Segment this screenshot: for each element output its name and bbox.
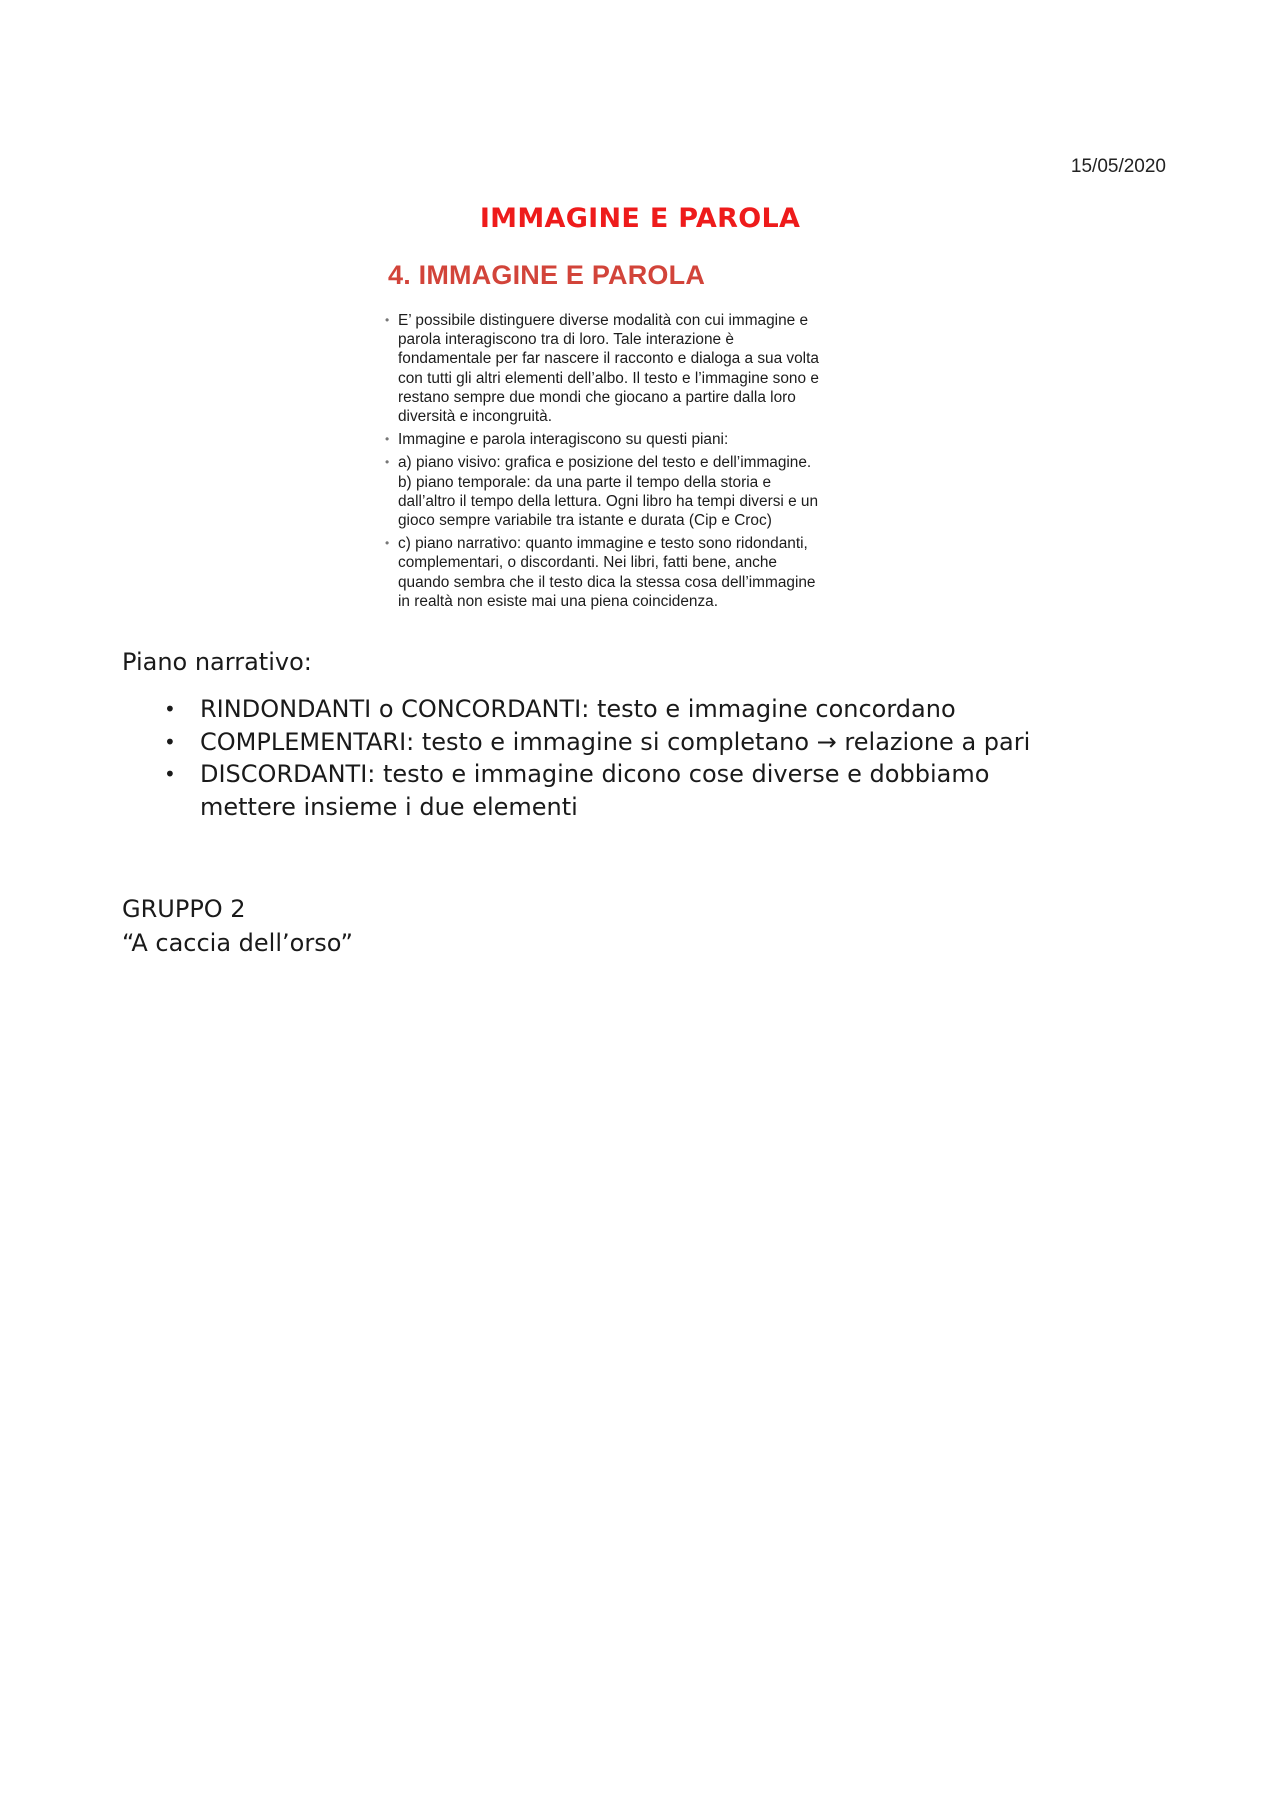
list-item [122,726,1172,759]
group-block [122,892,353,960]
slide-text-line: con tutti gli altri elementi dell’albo. Il testo e l’immagine sono e [398,369,819,387]
group-label: GRUPPO 2 [122,895,246,923]
embedded-slide-image [382,256,902,628]
slide-text-line: complementari, o discordanti. Nei libri, fatti bene, anche [398,554,777,572]
slide-text-line: Immagine e parola interagiscono su questi piani: [398,431,729,449]
list-item-text: DISCORDANTI: testo e immagine dicono cose diverse e dobbiamo [200,760,990,788]
bullet-icon: • [164,762,176,786]
list-item-text: mettere insieme i due elementi [200,792,578,821]
slide-text-line: fondamentale per far nascere il racconto e dialoga a sua volta [398,350,819,368]
slide-bullet-icon: • [385,313,390,327]
document-date: 15/05/2020 [1070,156,1166,177]
slide-text-line: quando sembra che il testo dica la stessa cosa dell’immagine [398,573,816,591]
slide-list-item [382,311,902,426]
slide-text-line: c) piano narrativo: quanto immagine e testo sono ridondanti, [398,535,808,553]
bullet-icon: • [164,697,176,721]
slide-title: 4. IMMAGINE E PAROLA [388,260,706,290]
list-item-text: RINDONDANTI o CONCORDANTI: testo e immagine concordano [200,695,956,723]
slide-bullet-icon: • [385,455,390,470]
list-item [122,758,1172,823]
slide-text-line: gioco sempre variabile tra istante e durata (Cip e Croc) [398,512,772,530]
document-title: IMMAGINE E PAROLA [479,203,801,234]
list-item [122,693,1172,726]
group-title: “A caccia dell’orso” [122,929,353,957]
section-label: Piano narrativo: [122,648,312,676]
notes-bullet-list [122,693,1172,823]
slide-list-item [382,430,902,449]
slide-text-line: diversità e incongruità. [398,408,552,426]
slide-list-item [382,534,902,611]
slide-bullet-list [382,311,902,615]
slide-text-line: in realtà non esiste mai una piena coincidenza. [398,592,718,610]
slide-bullet-icon: • [385,536,390,551]
slide-bullet-icon: • [385,432,390,447]
slide-text-line: a) piano visivo: grafica e posizione del testo e dell’immagine. [398,454,812,472]
slide-list-item [382,453,902,530]
slide-text-line: b) piano temporale: da una parte il tempo della storia e [398,473,772,491]
bullet-icon: • [164,729,176,754]
slide-text-line: parola interagiscono tra di loro. Tale interazione è [398,331,734,349]
slide-text-line: dall’altro il tempo della lettura. Ogni libro ha tempi diversi e un [398,492,819,510]
slide-text-line: E’ possibile distinguere diverse modalità con cui immagine e [398,312,809,329]
slide-text-line: restano sempre due mondi che giocano a partire dalla loro [398,388,796,406]
list-item-text: COMPLEMENTARI: testo e immagine si completano → relazione a pari [200,727,1031,756]
